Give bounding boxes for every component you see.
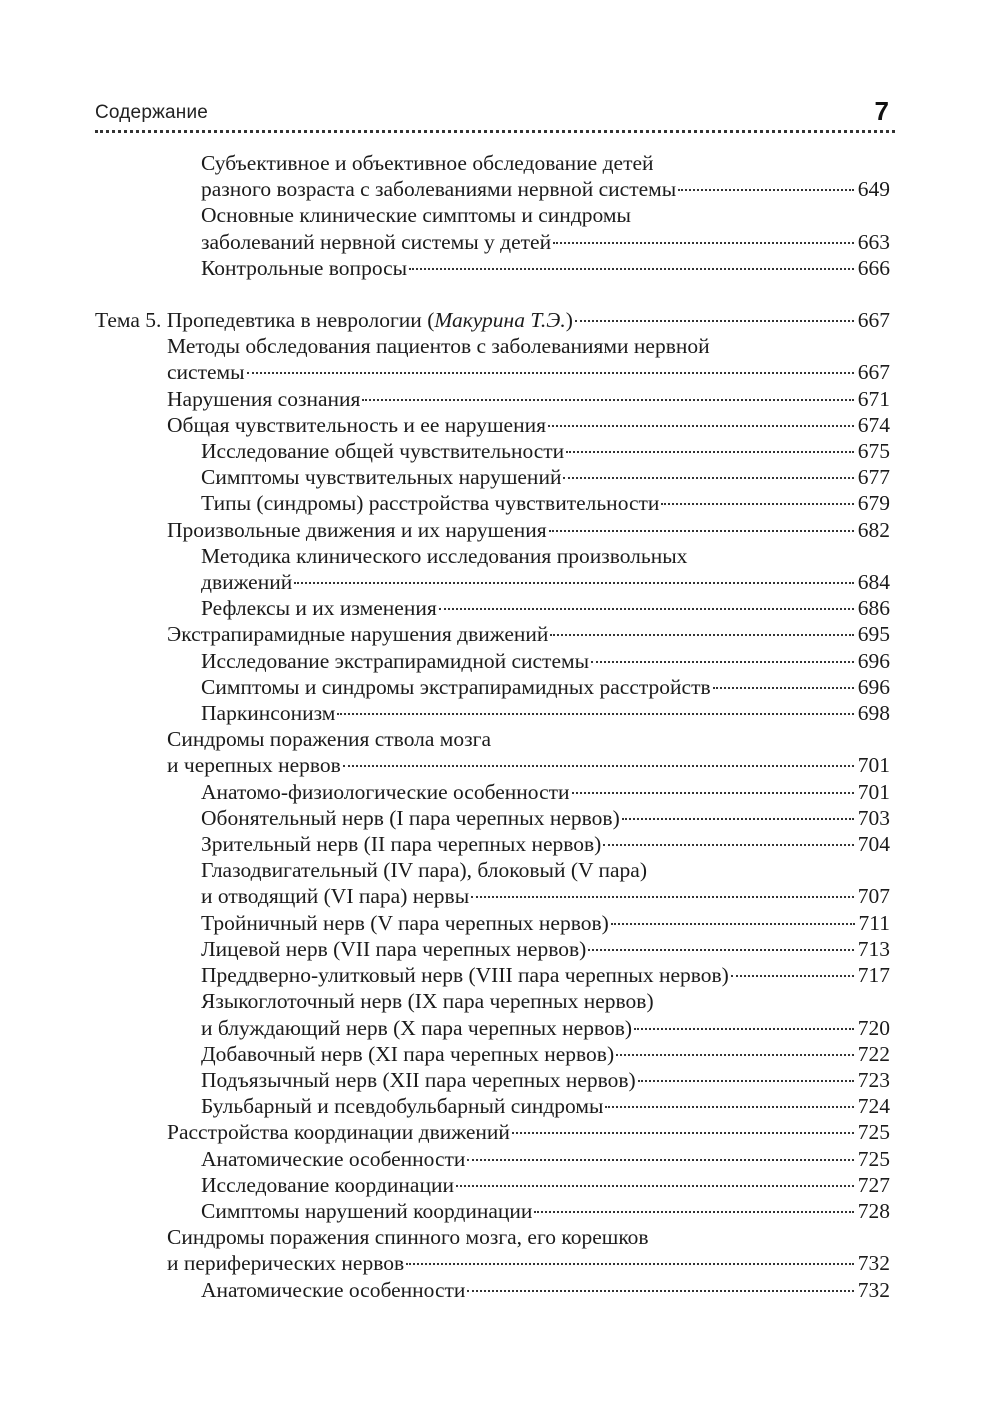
toc-entry-title-line: Основные клинические симптомы и синдромы: [201, 203, 631, 228]
toc-page-number: 671: [857, 386, 890, 411]
dot-leader: [638, 1080, 854, 1082]
toc-entry-title: Симптомы и синдромы экстрапирамидных расстройств: [201, 674, 711, 699]
toc-entry: [95, 621, 890, 647]
toc-entry-title: системы: [167, 360, 245, 385]
toc-entry: [95, 438, 890, 464]
toc-entry-line: [201, 176, 890, 202]
toc-entry: [95, 543, 890, 595]
toc-page-number: 684: [857, 570, 890, 595]
toc-page-number: 713: [857, 936, 890, 961]
toc-entry: [95, 674, 890, 700]
toc-entry-title: Преддверно-улитковый нерв (VIII пара черепных нервов): [201, 963, 729, 988]
toc-entry-title: Контрольные вопросы: [201, 255, 408, 280]
toc-page-number: 704: [857, 832, 890, 857]
toc-page-number: 696: [857, 674, 890, 699]
toc-entry-line: [95, 307, 890, 333]
toc-page-number: 723: [857, 1067, 890, 1092]
toc-entry-title: Симптомы чувствительных нарушений: [201, 465, 562, 490]
dot-leader: [406, 1263, 854, 1265]
dot-leader: [661, 503, 853, 505]
dot-leader: [548, 425, 854, 427]
toc-entry-title: разного возраста с заболеваниями нервной системы: [201, 177, 677, 202]
toc-entry: [95, 700, 890, 726]
toc-entry: [95, 648, 890, 674]
dot-leader: [467, 1159, 853, 1161]
toc-entry-line: [201, 910, 890, 936]
page-number: 7: [874, 96, 889, 126]
toc-page-number: 696: [857, 648, 890, 673]
toc-entry-title: Анатомические особенности: [201, 1277, 466, 1302]
toc-entry-title: Тройничный нерв (V пара черепных нервов): [201, 910, 609, 935]
toc-page-number: 732: [857, 1277, 890, 1302]
toc-entry: [95, 150, 890, 202]
dot-leader: [343, 765, 854, 767]
toc-entry-line: [201, 962, 890, 988]
toc-entry: [95, 1146, 890, 1172]
toc-entry-line: [201, 464, 890, 490]
running-header-title: Содержание: [95, 102, 209, 123]
toc-entry-title: Расстройства координации движений: [167, 1120, 510, 1145]
toc-entry-title: Типы (синдромы) расстройства чувствительности: [201, 491, 660, 516]
toc-entry-title: Анатомо-физиологические особенности: [201, 779, 570, 804]
toc-entry: [95, 962, 890, 988]
toc-entry-title: и блуждающий нерв (X пара черепных нервов): [201, 1015, 633, 1040]
toc-page-number: 725: [857, 1146, 890, 1171]
toc-entry-title: Нарушения сознания: [167, 386, 361, 411]
toc-entry-line: [167, 621, 890, 647]
toc-entry-title: Исследование экстрапирамидной системы: [201, 648, 590, 673]
toc-entry-title: Подъязычный нерв (XII пара черепных нервов): [201, 1067, 636, 1092]
toc-entry: [95, 805, 890, 831]
dot-leader: [362, 399, 853, 401]
dot-leader: [588, 949, 853, 951]
toc-entry-line: [167, 386, 890, 412]
toc-entry-title: Добавочный нерв (XI пара черепных нервов): [201, 1041, 615, 1066]
dot-leader: [678, 189, 854, 191]
toc-page-number: 728: [857, 1198, 890, 1223]
toc-entry-line: [201, 936, 890, 962]
toc-entry-line: [201, 779, 890, 805]
toc-entry: [95, 255, 890, 281]
toc-entry-title: Исследование координации: [201, 1172, 454, 1197]
dot-leader: [553, 242, 854, 244]
toc-entry-title: Общая чувствительность и ее нарушения: [167, 412, 547, 437]
dot-leader: [572, 792, 854, 794]
toc-page-number: 707: [857, 884, 890, 909]
toc-entry-line: [201, 1277, 890, 1303]
dot-leader: [622, 818, 854, 820]
toc-page-number: 698: [857, 701, 890, 726]
toc-entry-title: и периферических нервов: [167, 1251, 405, 1276]
toc-entry: [95, 988, 890, 1040]
toc-entry-line: [201, 438, 890, 464]
dot-leader: [337, 713, 853, 715]
toc-entry-line: [201, 229, 890, 255]
toc-entry: [95, 910, 890, 936]
toc-entry: [95, 386, 890, 412]
toc-entry-title: Зрительный нерв (II пара черепных нервов): [201, 832, 602, 857]
toc-entry-title-line: Синдромы поражения спинного мозга, его корешков: [167, 1225, 649, 1250]
toc-entry-title: Симптомы нарушений координации: [201, 1198, 533, 1223]
dot-leader: [731, 975, 854, 977]
toc-entry: [95, 1277, 890, 1303]
running-header: [95, 96, 895, 136]
toc-entry: [95, 595, 890, 621]
toc-entry: [95, 517, 890, 543]
toc-entry-title: Бульбарный и псевдобульбарный синдромы: [201, 1094, 604, 1119]
toc-entry: [95, 202, 890, 254]
toc-entry-title: Паркинсонизм: [201, 701, 336, 726]
toc-entry-title: Лицевой нерв (VII пара черепных нервов): [201, 936, 587, 961]
toc-entry-title-line: Синдромы поражения ствола мозга: [167, 727, 492, 752]
toc-entry: [95, 1093, 890, 1119]
toc-entry-line: [201, 1172, 890, 1198]
toc-page-number: 677: [857, 465, 890, 490]
toc-entry-line: [201, 1146, 890, 1172]
dot-leader: [409, 268, 854, 270]
toc-entry-title: Произвольные движения и их нарушения: [167, 517, 547, 542]
toc-entry-title: движений: [201, 570, 293, 595]
toc-page-number: 701: [857, 753, 890, 778]
toc-entry-title: заболеваний нервной системы у детей: [201, 229, 552, 254]
toc-entry-line: [201, 1015, 890, 1041]
toc-page-number: 666: [857, 255, 890, 280]
header-dotted-rule: [95, 130, 895, 133]
toc-entry-title-line: Глазодвигательный (IV пара), блоковый (V пара): [201, 858, 648, 883]
toc-entry-line: [167, 752, 890, 778]
toc-entry-title: и отводящий (VI пара) нервы: [201, 884, 470, 909]
dot-leader: [566, 451, 854, 453]
dot-leader: [616, 1054, 854, 1056]
toc-entry-title-line: Субъективное и объективное обследование детей: [201, 151, 654, 175]
toc-page-number: 727: [857, 1172, 890, 1197]
toc-entry-line: [201, 805, 890, 831]
toc-entry: [95, 412, 890, 438]
toc-page-number: 720: [857, 1015, 890, 1040]
toc-page-number: 663: [857, 229, 890, 254]
dot-leader: [247, 372, 854, 374]
dot-leader: [563, 477, 853, 479]
toc-entry-line: [167, 517, 890, 543]
toc-page-number: 667: [857, 360, 890, 385]
toc-entry-line: [201, 700, 890, 726]
toc-entry: [95, 936, 890, 962]
dot-leader: [591, 661, 854, 663]
toc-page-number: 703: [857, 805, 890, 830]
toc-page-number: 725: [857, 1120, 890, 1145]
toc-entry-title: Экстрапирамидные нарушения движений: [167, 622, 549, 647]
dot-leader: [512, 1132, 854, 1134]
toc-entry-line: [201, 674, 890, 700]
dot-leader: [456, 1185, 854, 1187]
toc-entry-title: Обонятельный нерв (I пара черепных нервов): [201, 805, 620, 830]
topic-author: Макурина Т.Э.: [434, 308, 566, 333]
dot-leader: [467, 1290, 853, 1292]
topic-title-suffix: ): [565, 308, 573, 333]
dot-leader: [294, 582, 854, 584]
dot-leader: [439, 608, 854, 610]
toc-entry-line: [201, 490, 890, 516]
toc-page-number: 701: [857, 779, 890, 804]
toc-page-number: 686: [857, 596, 890, 621]
table-of-contents: [95, 150, 890, 1303]
toc-entry-line: [201, 883, 890, 909]
toc-entry: [95, 333, 890, 385]
toc-entry-line: [201, 255, 890, 281]
toc-entry-line: [167, 1250, 890, 1276]
toc-entry-line: [201, 1067, 890, 1093]
toc-entry-line: [201, 648, 890, 674]
toc-entry: [95, 1172, 890, 1198]
toc-page-number: 674: [857, 412, 890, 437]
toc-entry: [95, 1067, 890, 1093]
toc-entry-title-line: Методика клинического исследования произвольных: [201, 543, 688, 568]
toc-entry-title-line: Методы обследования пациентов с заболеваниями нервной: [167, 334, 710, 359]
toc-entry: [95, 464, 890, 490]
topic-title: Тема 5. Пропедевтика в неврологии (: [95, 308, 435, 333]
dot-leader: [550, 634, 853, 636]
dot-leader: [611, 923, 855, 925]
dot-leader: [534, 1211, 853, 1213]
toc-entry-title: Исследование общей чувствительности: [201, 439, 565, 464]
toc-entry-title: Рефлексы и их изменения: [201, 596, 437, 621]
toc-entry-line: [201, 1093, 890, 1119]
toc-page-number: 679: [857, 491, 890, 516]
toc-page-number: 695: [857, 622, 890, 647]
toc-page-number: 711: [858, 910, 890, 935]
toc-topic-entry: [95, 307, 890, 333]
toc-entry-line: [167, 359, 890, 385]
toc-entry: [95, 726, 890, 778]
toc-page-number: 667: [857, 308, 890, 333]
toc-entry-line: [167, 1119, 890, 1145]
toc-page-number: 675: [857, 439, 890, 464]
toc-entry-line: [201, 831, 890, 857]
toc-entry: [95, 1224, 890, 1276]
toc-entry: [95, 831, 890, 857]
toc-entry-line: [201, 595, 890, 621]
dot-leader: [549, 530, 854, 532]
dot-leader: [634, 1028, 854, 1030]
dot-leader: [713, 687, 854, 689]
toc-entry-title: и черепных нервов: [167, 753, 341, 778]
toc-entry: [95, 490, 890, 516]
toc-entry: [95, 1041, 890, 1067]
dot-leader: [575, 320, 854, 322]
toc-entry-title-line: Языкоглоточный нерв (IX пара черепных нервов): [201, 989, 654, 1014]
dot-leader: [603, 844, 853, 846]
dot-leader: [605, 1106, 853, 1108]
toc-entry-line: [201, 1198, 890, 1224]
toc-entry-line: [167, 412, 890, 438]
toc-entry-title: Анатомические особенности: [201, 1146, 466, 1171]
toc-entry: [95, 1119, 890, 1145]
toc-page-number: 649: [857, 177, 890, 202]
toc-entry-line: [201, 569, 890, 595]
toc-page-number: 732: [857, 1251, 890, 1276]
toc-entry: [95, 779, 890, 805]
toc-page-number: 724: [857, 1094, 890, 1119]
toc-entry-line: [201, 1041, 890, 1067]
dot-leader: [471, 896, 854, 898]
toc-page-number: 722: [857, 1041, 890, 1066]
toc-page-number: 682: [857, 517, 890, 542]
toc-entry: [95, 1198, 890, 1224]
toc-entry: [95, 857, 890, 909]
toc-page-number: 717: [857, 963, 890, 988]
